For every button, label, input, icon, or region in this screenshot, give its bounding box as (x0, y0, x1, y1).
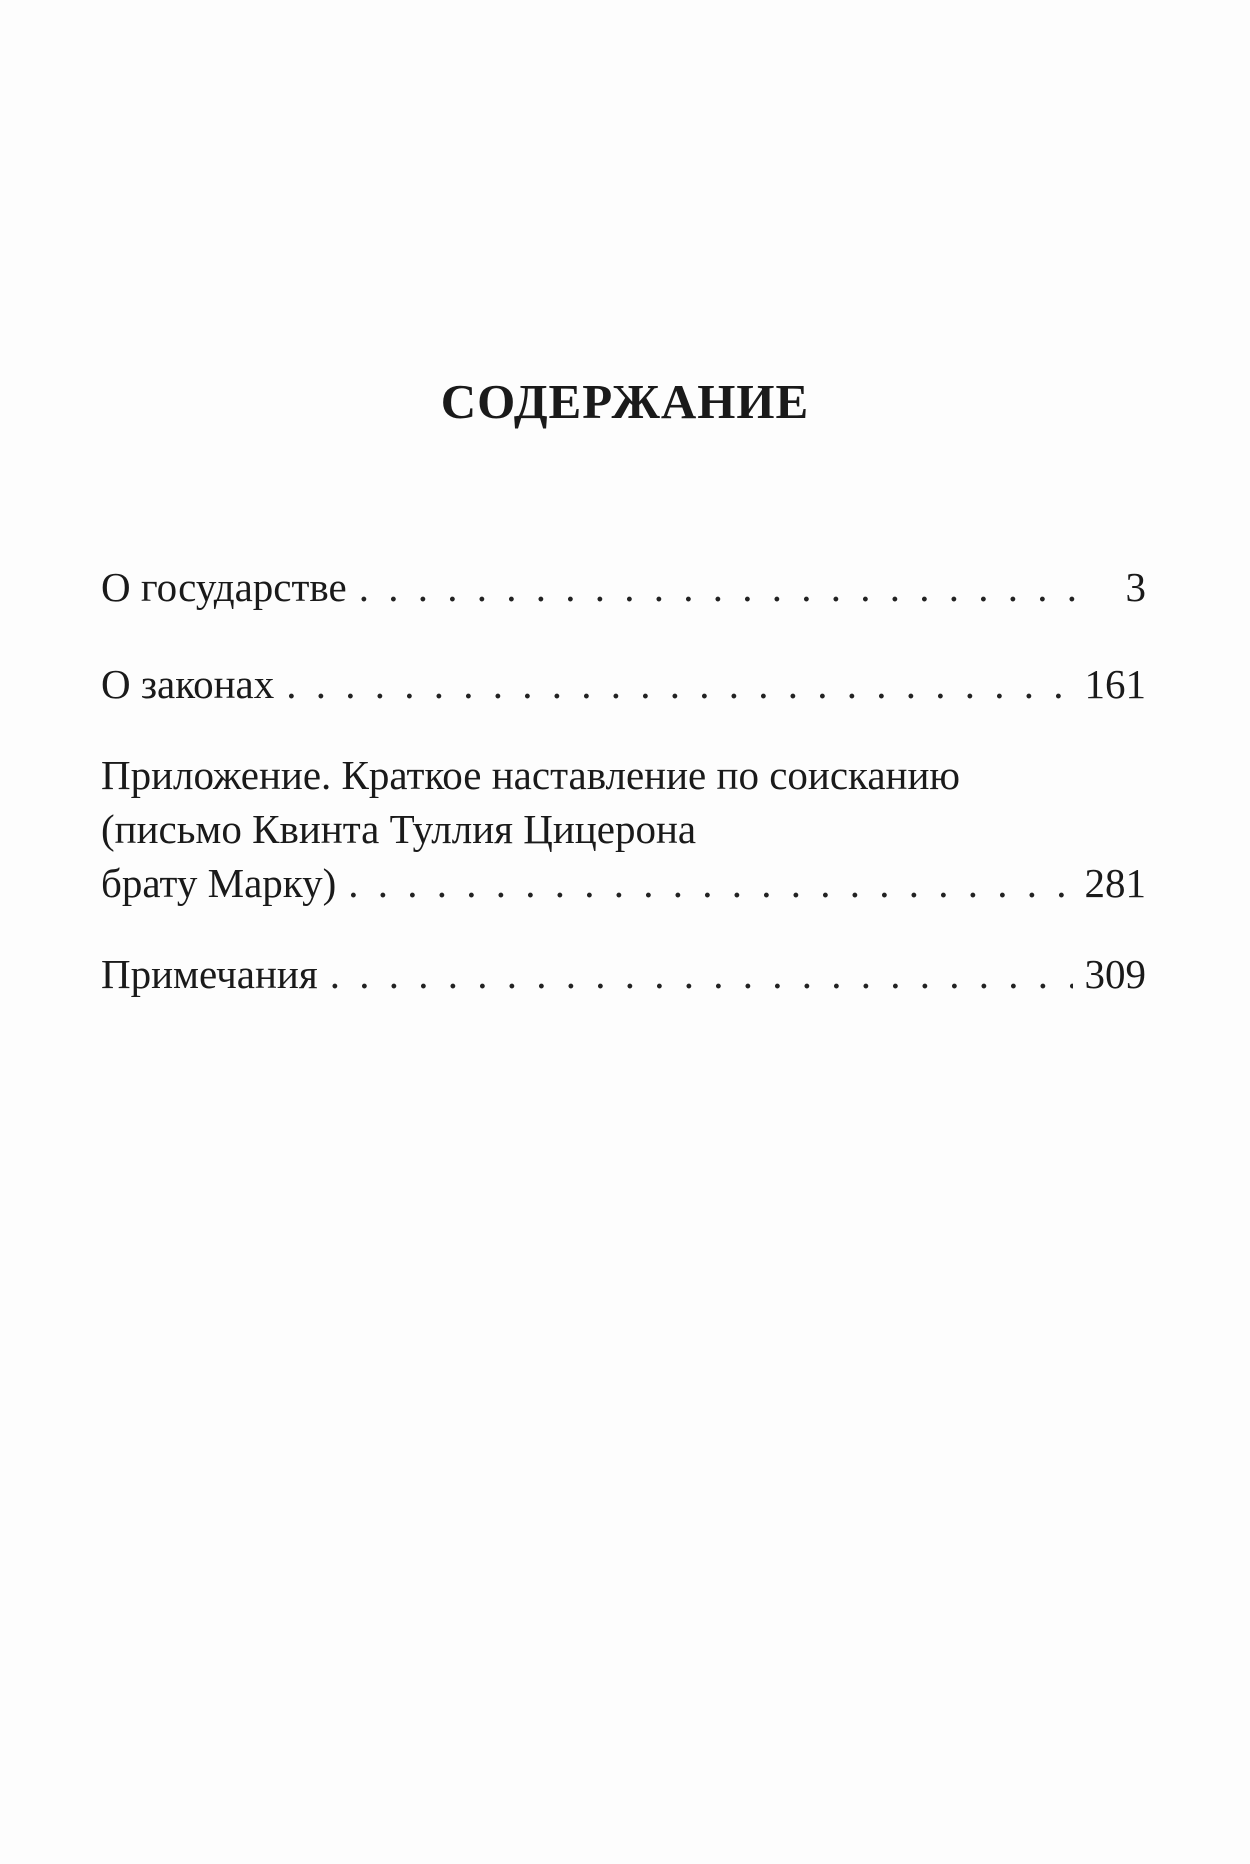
toc-page-number: 3 (1125, 564, 1146, 610)
dot-leader (330, 947, 1073, 1001)
page-title: СОДЕРЖАНИЕ (440, 374, 810, 429)
toc-page-number: 281 (1084, 860, 1146, 906)
toc-page-number: 161 (1084, 661, 1146, 707)
toc-entry[interactable] (101, 748, 1146, 910)
toc-entry-title: О государстве (101, 564, 347, 610)
toc-entry-line (101, 856, 1146, 910)
toc-entry[interactable] (101, 947, 1146, 1001)
toc-entry[interactable] (101, 657, 1146, 711)
toc-entry-title: Примечания (101, 951, 318, 997)
toc-entry-title: О законах (101, 661, 275, 707)
toc-entry-title-line: Приложение. Краткое наставление по соисканию (101, 752, 961, 798)
dot-leader (359, 560, 1084, 614)
toc-page-number: 309 (1084, 951, 1146, 997)
toc-entry-title-line: (письмо Квинта Туллия Цицерона (101, 806, 697, 852)
dot-leader (286, 657, 1072, 711)
toc-entry-line (101, 560, 1146, 614)
dot-leader (348, 856, 1072, 910)
toc-entry-line (101, 947, 1146, 1001)
table-of-contents (101, 560, 1146, 1001)
toc-entry-line (101, 657, 1146, 711)
toc-entry-title: брату Марку) (101, 860, 337, 906)
toc-entry[interactable] (101, 560, 1146, 614)
